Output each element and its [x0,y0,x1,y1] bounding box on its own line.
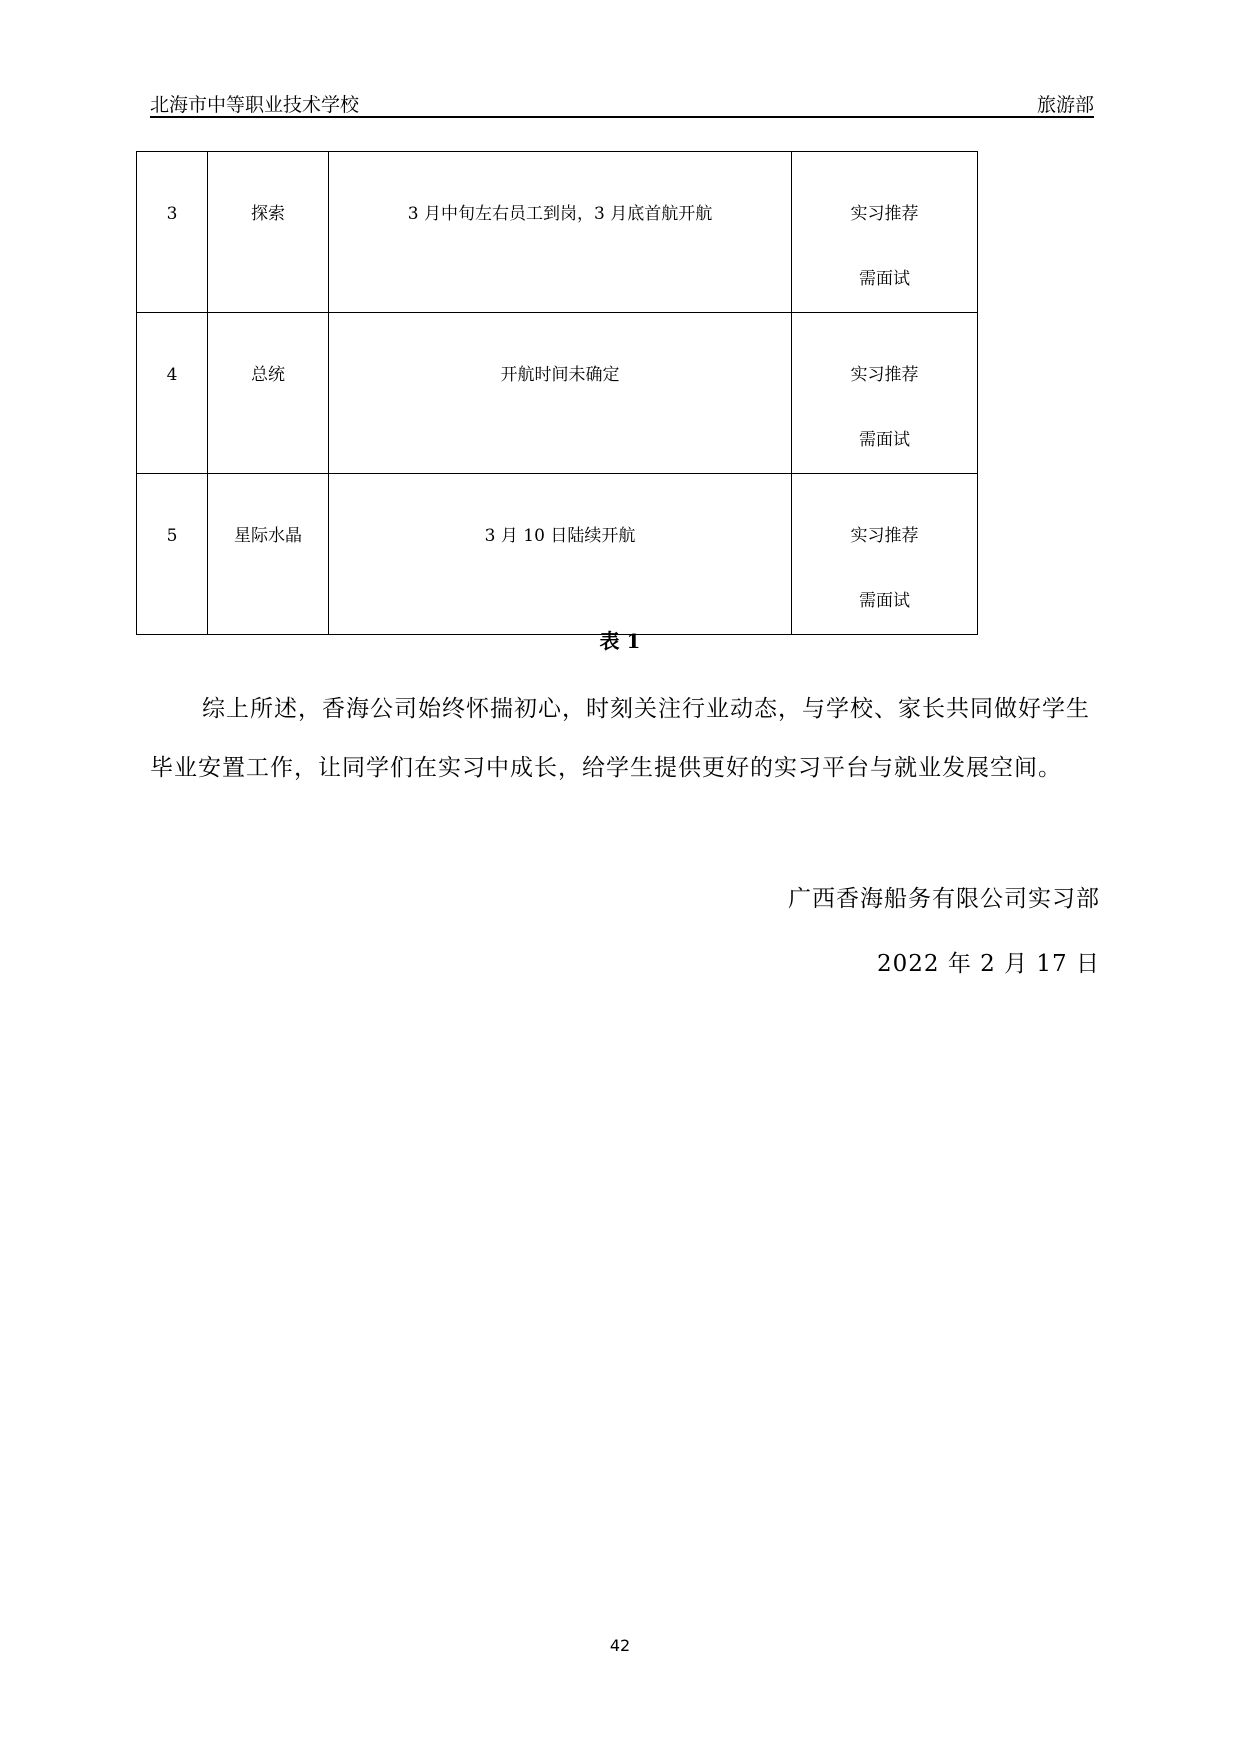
cell-ship: 星际水晶 [208,474,329,635]
table-caption: 表 1 [599,629,641,653]
cell-ship: 探索 [208,152,329,313]
table-row [137,474,978,635]
cell-no: 5 [137,474,208,635]
summary-paragraph: 综上所述，香海公司始终怀揣初心，时刻关注行业动态，与学校、家长共同做好学生毕业安置工作，让同学们在实习中成长，给学生提供更好的实习平台与就业发展空间。 [150,696,1090,781]
header-school-name: 北海市中等职业技术学校 [150,94,360,116]
header-department: 旅游部 [1036,94,1094,116]
table-row [137,313,978,474]
cell-note: 实习推荐 需面试 [792,152,978,313]
cell-ship: 总统 [208,313,329,474]
page-header [150,90,1094,118]
page-number: 42 [609,1636,631,1655]
cell-no: 3 [137,152,208,313]
cell-schedule: 3 月中旬左右员工到岗，3 月底首航开航 [329,152,792,313]
cell-note: 实习推荐 需面试 [792,313,978,474]
cell-schedule: 开航时间未确定 [329,313,792,474]
table-row [137,152,978,313]
signature-date: 2022 年 2 月 17 日 [877,951,1100,977]
ship-schedule-table [136,151,978,635]
cell-note: 实习推荐 需面试 [792,474,978,635]
cell-schedule: 3 月 10 日陆续开航 [329,474,792,635]
signature-org: 广西香海船务有限公司实习部 [788,886,1100,912]
cell-no: 4 [137,313,208,474]
